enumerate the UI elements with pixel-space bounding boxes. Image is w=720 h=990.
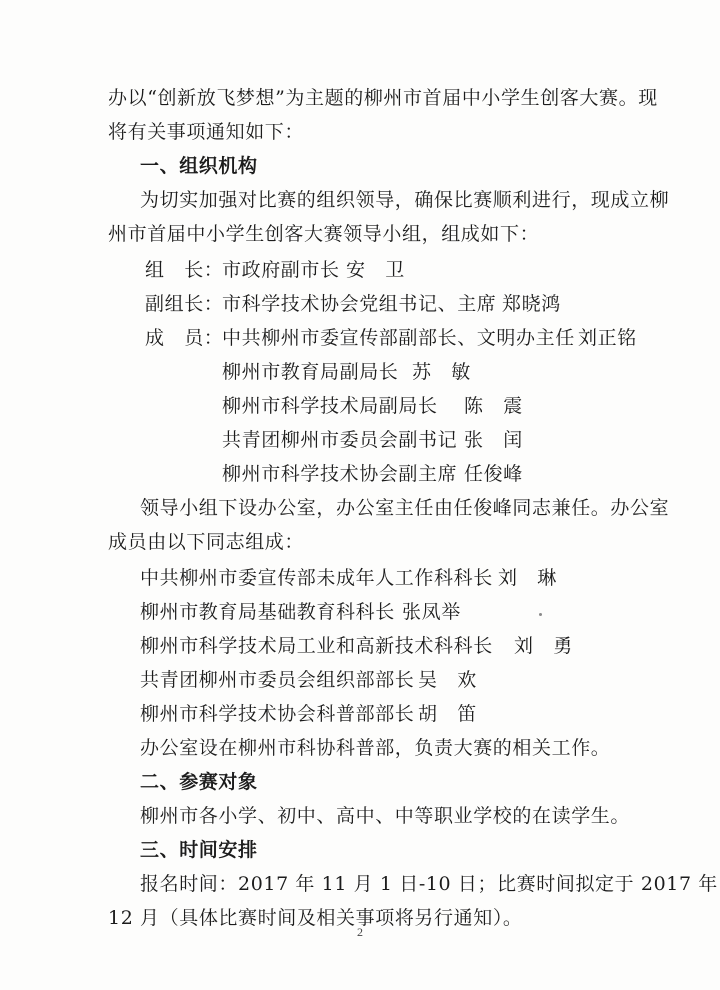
leader-role: 副组长： (145, 293, 224, 315)
leader-title: 共青团柳州市委员会副书记 (222, 429, 458, 451)
leader-name: 安 卫 (346, 259, 405, 281)
leader-title: 市科学技术协会党组书记、主席 (222, 293, 497, 315)
leader-name: 陈 震 (464, 395, 523, 417)
member-title: 共青团柳州市委员会组织部部长 (140, 669, 415, 691)
leader-title: 市政府副市长 (222, 259, 340, 281)
leader-role: 组 长： (145, 259, 224, 281)
section-3-text-line-2: 12 月（具体比赛时间及相关事项将另行通知）。 (108, 907, 523, 929)
office-para-line-2: 成员由以下同志组成： (108, 531, 305, 553)
intro-line-2: 将有关事项通知如下： (108, 121, 305, 143)
member-name: 张凤举 (402, 601, 461, 623)
member-name: 胡 笛 (418, 703, 477, 725)
member-title: 柳州市科学技术协会科普部部长 (140, 703, 415, 725)
leader-name: 张 闰 (464, 429, 523, 451)
section-3-heading: 三、时间安排 (140, 839, 258, 861)
section-2-text: 柳州市各小学、初中、高中、中等职业学校的在读学生。 (140, 805, 631, 827)
leader-name: 苏 敏 (412, 361, 471, 383)
section-1-para-line-2: 州市首届中小学生创客大赛领导小组，组成如下： (108, 223, 540, 245)
office-location: 办公室设在柳州市科协科普部，负责大赛的相关工作。 (140, 737, 611, 759)
intro-line-1: 办以“创新放飞梦想”为主题的柳州市首届中小学生创客大赛。现 (108, 87, 658, 109)
section-2-heading: 二、参赛对象 (140, 771, 258, 793)
leader-title: 柳州市教育局副局长 (222, 361, 399, 383)
section-3-text-line-1: 报名时间：2017 年 11 月 1 日-10 日；比赛时间拟定于 2017 年 (140, 873, 718, 895)
member-title: 中共柳州市委宣传部未成年人工作科科长 (140, 567, 493, 589)
leader-title: 中共柳州市委宣传部副部长、文明办主任 (222, 327, 575, 349)
page-number: 2 (357, 925, 363, 939)
member-title: 柳州市科学技术局工业和高新技术科科长 (140, 635, 493, 657)
office-para-line-1: 领导小组下设办公室，办公室主任由任俊峰同志兼任。办公室 (140, 497, 670, 519)
leader-name: 刘正铭 (578, 327, 637, 349)
leader-title: 柳州市科学技术协会副主席 (222, 463, 458, 485)
leader-role: 成 员： (145, 327, 224, 349)
member-name: 吴 欢 (418, 669, 477, 691)
leader-name: 郑晓鸿 (502, 293, 561, 315)
member-title: 柳州市教育局基础教育科科长 (140, 601, 395, 623)
leader-title: 柳州市科学技术局副局长 (222, 395, 438, 417)
member-name: 刘 琳 (498, 567, 557, 589)
member-name: 刘 勇 (514, 635, 573, 657)
leader-name: 任俊峰 (464, 463, 523, 485)
section-1-heading: 一、组织机构 (140, 155, 258, 177)
section-1-para-line-1: 为切实加强对比赛的组织领导，确保比赛顺利进行，现成立柳 (140, 189, 670, 211)
scan-speck (539, 613, 542, 616)
